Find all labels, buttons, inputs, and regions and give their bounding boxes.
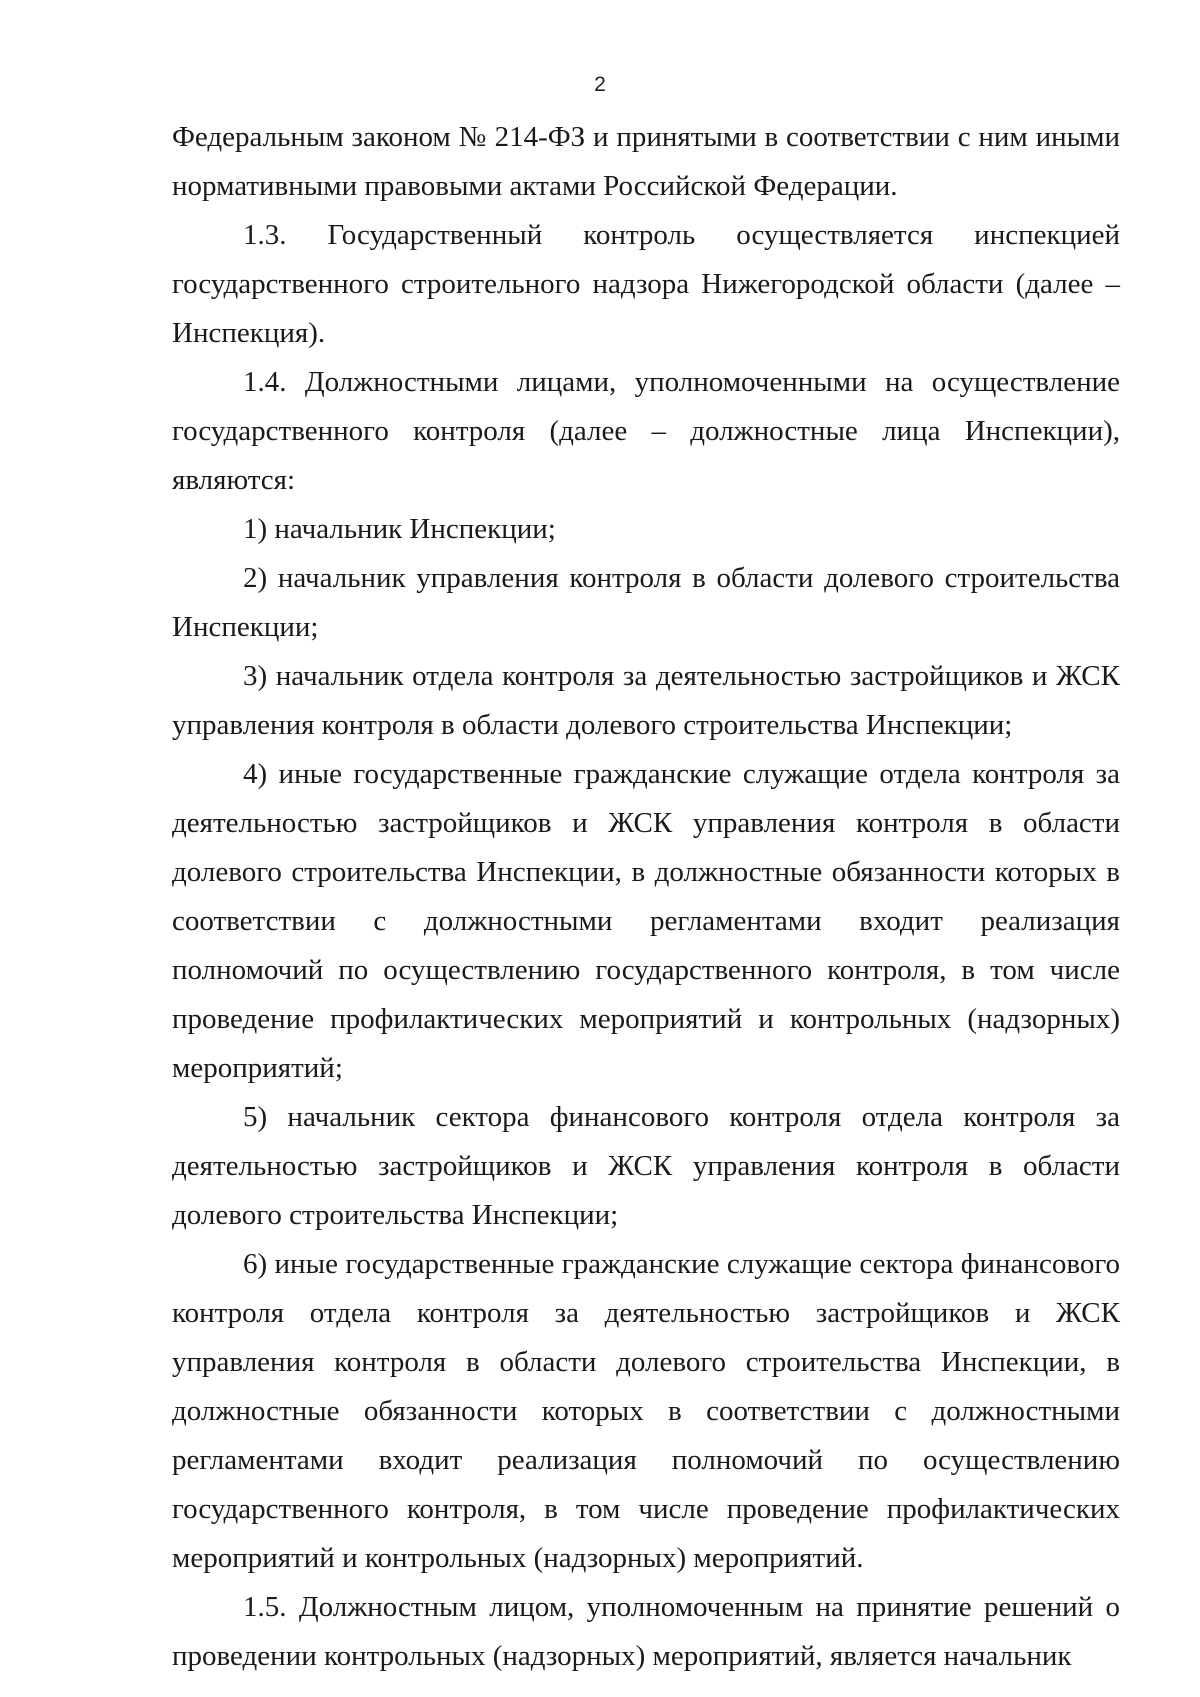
list-item-1: 1) начальник Инспекции; [243,513,556,545]
page-number: 2 [594,73,606,96]
list-item-3: 3) начальник отдела контроля за деятельностью застройщиков и ЖСК управления контроля в области долевого строительства Инспекции; [172,660,1120,741]
paragraph-1-4: 1.4. Должностными лицами, уполномоченными на осуществление государственного контроля (далее – должностные лица Инспекции), являются: [172,366,1120,496]
list-item-2: 2) начальник управления контроля в области долевого строительства Инспекции; [172,562,1120,643]
paragraph-continuation: Федеральным законом № 214-ФЗ и принятыми в соответствии с ним иными нормативными правовыми актами Российской Федерации. [172,121,1120,202]
paragraph-1-3: 1.3. Государственный контроль осуществляется инспекцией государственного строительного надзора Нижегородской области (далее – Инспекция). [172,219,1120,349]
list-item-5: 5) начальник сектора финансового контроля отдела контроля за деятельностью застройщиков и ЖСК управления контроля в области долевого строительства Инспекции; [172,1101,1120,1231]
paragraph-1-5: 1.5. Должностным лицом, уполномоченным на принятие решений о проведении контрольных (надзорных) мероприятий, является начальник [172,1591,1120,1672]
list-item-6: 6) иные государственные гражданские служащие сектора финансового контроля отдела контроля за деятельностью застройщиков и ЖСК управления контроля в области долевого строительства Инспекции, в должностные обязанности которых в соответствии с должностными регламентами входит реализация полномочий по осуществлению государственного контроля, в том числе проведение профилактических мероприятий и контрольных (надзорных) мероприятий. [172,1248,1120,1574]
list-item-4: 4) иные государственные гражданские служащие отдела контроля за деятельностью застройщиков и ЖСК управления контроля в области долевого строительства Инспекции, в должностные обязанности которых в соответствии с должностными регламентами входит реализация полномочий по осуществлению государственного контроля, в том числе проведение профилактических мероприятий и контрольных (надзорных) мероприятий; [172,758,1120,1084]
document-body [172,113,1120,1681]
